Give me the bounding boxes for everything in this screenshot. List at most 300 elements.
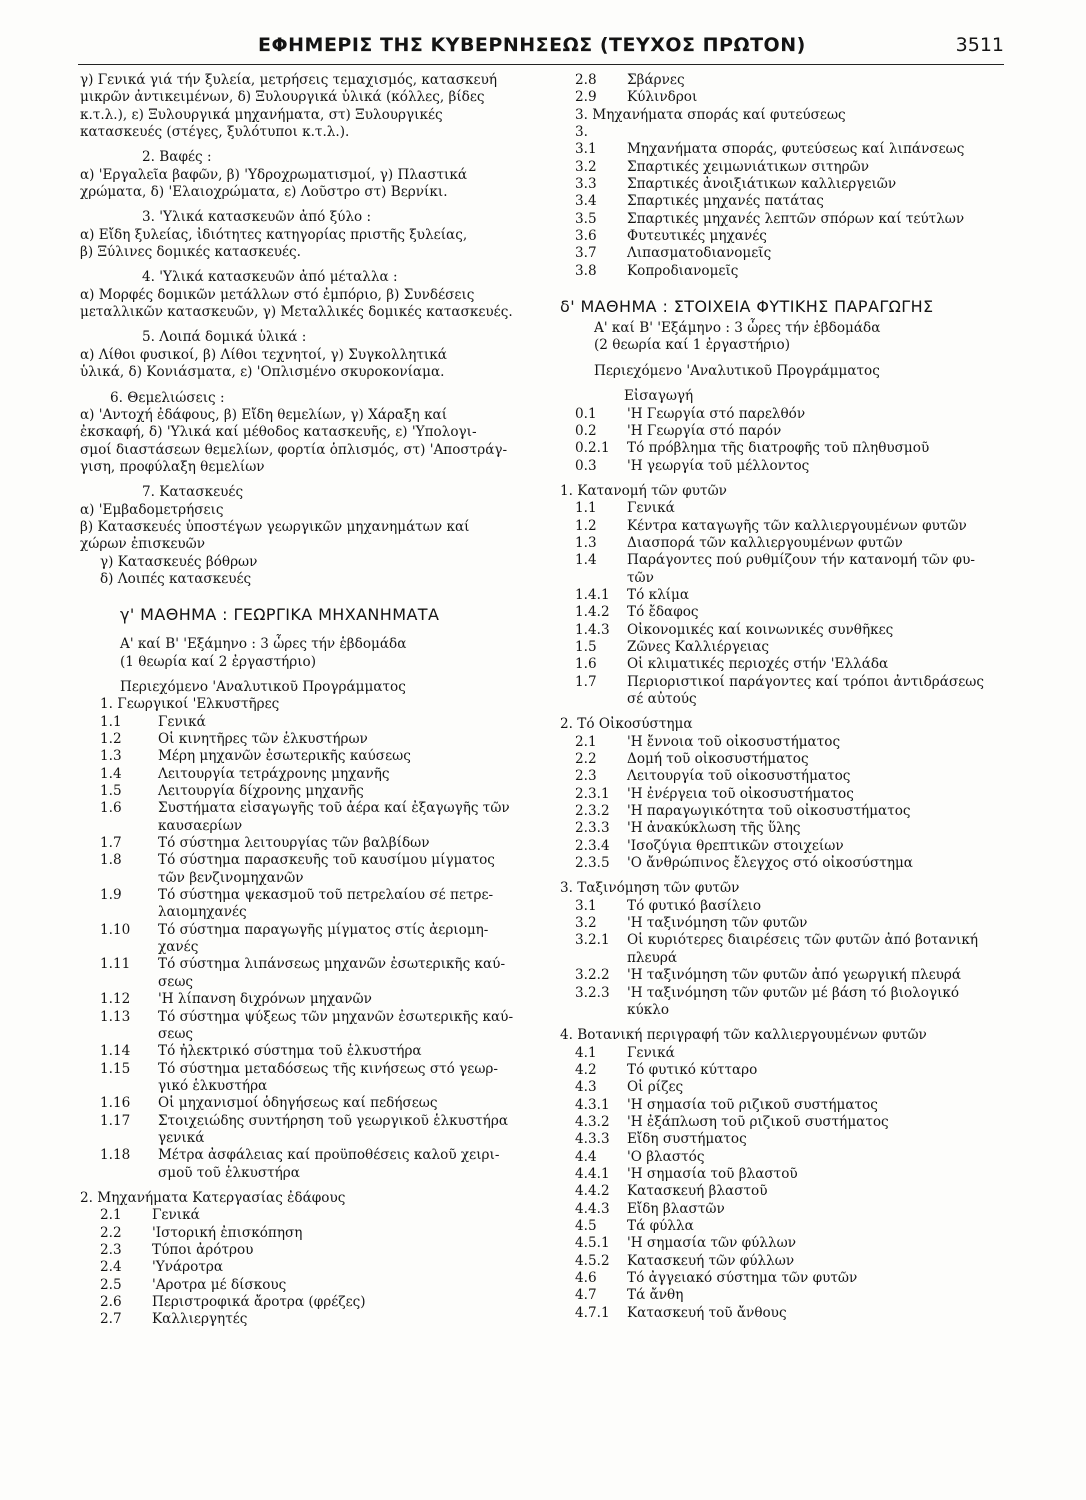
outline-item xyxy=(560,500,1015,517)
item-number: 1.4.3 xyxy=(575,621,610,638)
item-text: Τό φυτικό βασίλειο xyxy=(627,897,762,914)
item-number: 3.2 xyxy=(575,158,597,175)
outline-item xyxy=(80,1147,535,1164)
item-number xyxy=(100,1165,158,1182)
item-number: 2.6 xyxy=(100,1294,122,1310)
section-heading: γ' ΜΑΘΗΜΑ : ΓΕΩΡΓΙΚΑ ΜΗΧΑΝΗΜΑΤΑ xyxy=(120,605,440,625)
outline-item xyxy=(560,604,1015,621)
item-number: 1.9 xyxy=(100,887,122,904)
text-line: κατασκευές (στέγες, ξυλότυποι κ.τ.λ.). xyxy=(80,124,350,141)
item-text: Κατασκευή τῶν φύλλων xyxy=(627,1252,795,1269)
outline-item xyxy=(80,731,535,748)
outline-item xyxy=(560,915,1015,932)
item-text: σμοῦ τοῦ ἑλκυστήρα xyxy=(158,1164,300,1181)
outline-item xyxy=(560,622,1015,639)
item-text: 'Υνάροτρα xyxy=(152,1259,224,1276)
text-line: μικρῶν ἀντικειμένων, δ) Ξυλουργικά ὑλικά (κόλλες, βίδες xyxy=(80,89,485,106)
item-number: 4.5.2 xyxy=(575,1252,610,1269)
text-line: μεταλλικῶν κατασκευῶν, γ) Μεταλλικές δομικές κατασκευές. xyxy=(80,304,513,321)
text-line: σμοί διαστάσεων θεμελίων, φορτία ὁπλισμός, στ) 'Αποστράγ- xyxy=(80,441,508,458)
item-text: χανές xyxy=(158,939,199,956)
text-line: Περιεχόμενο 'Αναλυτικοῦ Προγράμματος xyxy=(120,678,406,695)
item-text: 'Ιστορική ἐπισκόπηση xyxy=(152,1224,303,1241)
text-line: α) Μορφές δομικῶν μετάλλων στό ἐμπόριο, β) Συνδέσεις xyxy=(80,286,475,303)
item-text: 'Ο βλαστός xyxy=(627,1148,705,1165)
item-text: σεως xyxy=(158,1025,194,1042)
right-column xyxy=(560,72,1015,1322)
item-text: Λιπασματοδιανομεῖς xyxy=(627,245,772,262)
outline-item xyxy=(560,820,1015,837)
outline-item xyxy=(560,535,1015,552)
item-number: 1.16 xyxy=(100,1095,131,1112)
item-number xyxy=(100,1078,158,1095)
item-text: καυσαερίων xyxy=(158,817,243,834)
outline-item xyxy=(560,587,1015,604)
outline-item xyxy=(80,1026,535,1043)
text-line: β) Ξύλινες δομικές κατασκευές. xyxy=(80,244,301,261)
item-text: Τό φυτικό κύτταρο xyxy=(627,1061,758,1078)
outline-item xyxy=(560,1114,1015,1131)
item-number: 4.1 xyxy=(575,1044,597,1061)
outline-item xyxy=(560,1149,1015,1166)
item-number: 1.4.2 xyxy=(575,604,610,621)
item-text: Δομή τοῦ οἰκοσυστήματος xyxy=(627,751,809,768)
outline-item xyxy=(80,1061,535,1078)
item-number: 1.7 xyxy=(100,835,122,852)
item-text: Λειτουργία τετράχρονης μηχανῆς xyxy=(158,765,390,782)
text-line: α) 'Αντοχή ἐδάφους, β) Εἴδη θεμελίων, γ) Χάραξη καί xyxy=(80,406,448,423)
item-text: Τό σύστημα λιπάνσεως μηχανῶν ἐσωτερικῆς καύ- xyxy=(158,956,506,973)
outline-item xyxy=(560,263,1015,280)
item-number: 2.3.1 xyxy=(575,785,610,802)
outline-item xyxy=(80,818,535,835)
outline-item xyxy=(560,1305,1015,1322)
spacer xyxy=(80,321,535,329)
outline-item xyxy=(80,1277,535,1294)
outline-item xyxy=(80,783,535,800)
spacer xyxy=(560,475,1015,483)
item-number: 1.17 xyxy=(100,1112,131,1129)
journal-title: ΕΦΗΜΕΡΙΣ ΤΗΣ ΚΥΒΕΡΝΗΣΕΩΣ (ΤΕΥΧΟΣ ΠΡΩΤΟΝ) xyxy=(258,34,806,56)
item-number: 3.2.3 xyxy=(575,984,610,1001)
outline-item xyxy=(80,714,535,731)
text-line: 7. Κατασκευές xyxy=(142,484,244,501)
outline-item xyxy=(560,1201,1015,1218)
outline-item xyxy=(80,1294,535,1311)
item-number: 1.4.1 xyxy=(575,586,610,603)
outline-item xyxy=(560,406,1015,423)
item-number: 3.2.1 xyxy=(575,932,610,949)
item-number: 2.2 xyxy=(575,751,597,768)
item-text: γικό ἑλκυστήρα xyxy=(158,1077,268,1094)
item-text: Τό σύστημα παρασκευῆς τοῦ καυσίμου μίγματος xyxy=(158,852,495,869)
item-number xyxy=(100,818,158,835)
outline-item xyxy=(80,887,535,904)
item-text: Γενικά xyxy=(627,500,675,517)
outline-item xyxy=(560,1270,1015,1287)
outline-item xyxy=(560,768,1015,785)
outline-item xyxy=(560,1079,1015,1096)
item-text: Τά ἄνθη xyxy=(627,1287,684,1304)
item-number: 2.3 xyxy=(575,768,597,785)
outline-item xyxy=(80,748,535,765)
item-number: 3.3 xyxy=(575,176,597,193)
outline-item xyxy=(560,552,1015,569)
item-number xyxy=(575,570,627,587)
outline-item xyxy=(560,141,1015,158)
item-number: 4.5.1 xyxy=(575,1235,610,1252)
item-number xyxy=(575,950,627,967)
outline-item xyxy=(560,1131,1015,1148)
item-text: κύκλο xyxy=(627,1001,670,1018)
spacer xyxy=(560,1019,1015,1027)
outline-item xyxy=(560,1002,1015,1019)
item-text: Οἱ ρίζες xyxy=(627,1079,684,1096)
item-text: Γενικά xyxy=(158,713,206,730)
outline-item xyxy=(80,870,535,887)
item-text: Μηχανήματα σποράς, φυτεύσεως καί λιπάνσεως xyxy=(627,141,965,158)
item-text: 'Η ἐνέργεια τοῦ οἰκοσυστήματος xyxy=(627,785,854,802)
item-text: Τό σύστημα ψεκασμοῦ τοῦ πετρελαίου σέ πετρε- xyxy=(158,887,494,904)
item-text: 'Η ἐξάπλωση τοῦ ριζικοῦ συστήματος xyxy=(627,1113,889,1130)
spacer xyxy=(80,201,535,209)
item-text: 'Η λίπανση διχρόνων μηχανῶν xyxy=(158,991,372,1008)
spacer xyxy=(80,1182,535,1190)
item-number: 2.4 xyxy=(100,1259,122,1276)
outline-item xyxy=(560,838,1015,855)
item-text: Κύλινδροι xyxy=(627,89,698,106)
item-number: 2.3.4 xyxy=(575,837,610,854)
item-text: 'Η ἀνακύκλωση τῆς ὕλης xyxy=(627,820,801,837)
item-number: 1.2 xyxy=(575,517,597,534)
outline-item xyxy=(560,1253,1015,1270)
text-line: α) 'Εργαλεῖα βαφῶν, β) 'Υδροχρωματισμοί, γ) Πλαστικά xyxy=(80,166,468,183)
outline-item xyxy=(560,967,1015,984)
item-text: Ζῶνες Καλλιέργειας xyxy=(627,638,769,655)
item-text: Οἱ μηχανισμοί ὁδηγήσεως καί πεδήσεως xyxy=(158,1095,438,1112)
text-line: 2. Μηχανήματα Κατεργασίας ἐδάφους xyxy=(80,1189,346,1206)
item-number xyxy=(100,904,158,921)
spacer xyxy=(80,671,535,679)
item-number: 4.3.1 xyxy=(575,1096,610,1113)
item-number: 1.7 xyxy=(575,673,597,690)
spacer xyxy=(560,380,1015,388)
outline-item xyxy=(560,89,1015,106)
item-text: 'Η ταξινόμηση τῶν φυτῶν xyxy=(627,915,808,932)
text-line: α) Εἴδη ξυλείας, ἰδιότητες κατηγορίας πριστῆς ξυλείας, xyxy=(80,226,468,243)
item-number: 0.3 xyxy=(575,457,597,474)
text-line: 6. Θεμελιώσεις : xyxy=(110,389,225,406)
item-text: Οἱ κυριότερες διαιρέσεις τῶν φυτῶν ἀπό βοτανική xyxy=(627,932,978,949)
item-number: 0.1 xyxy=(575,405,597,422)
text-line: Περιεχόμενο 'Αναλυτικοῦ Προγράμματος xyxy=(594,362,880,379)
item-text: Κατασκευή τοῦ ἄνθους xyxy=(627,1304,787,1321)
section-heading: δ' ΜΑΘΗΜΑ : ΣΤΟΙΧΕΙΑ ΦΥΤΙΚΗΣ ΠΑΡΑΓΩΓΗΣ xyxy=(560,297,934,317)
outline-item xyxy=(560,985,1015,1002)
outline-item xyxy=(80,1242,535,1259)
item-number: 2.1 xyxy=(575,733,597,750)
item-number: 2.9 xyxy=(575,89,597,106)
text-line: κ.τ.λ.), ε) Ξυλουργικά μηχανήματα, στ) Ξυλουργικές xyxy=(80,106,443,123)
item-number: 1.6 xyxy=(100,800,122,817)
outline-item xyxy=(560,674,1015,691)
item-number: 4.4.3 xyxy=(575,1200,610,1217)
item-text: 'Η σημασία τοῦ βλαστοῦ xyxy=(627,1165,798,1182)
item-number: 4.5 xyxy=(575,1217,597,1234)
text-line: 3. xyxy=(575,124,588,141)
item-number: 1.1 xyxy=(100,713,122,730)
item-text: Σπαρτικές ἀνοιξιάτικων καλλιεργειῶν xyxy=(627,176,897,193)
spacer xyxy=(560,872,1015,880)
item-number: 4.2 xyxy=(575,1061,597,1078)
item-number: 3.8 xyxy=(575,262,597,279)
item-number: 2.8 xyxy=(575,72,597,88)
item-number: 1.15 xyxy=(100,1060,131,1077)
item-number: 1.11 xyxy=(100,956,131,973)
item-number: 0.2.1 xyxy=(575,440,610,457)
item-text: Κοπροδιανομεῖς xyxy=(627,262,739,279)
outline-item xyxy=(560,786,1015,803)
text-line: Α' καί Β' 'Εξάμηνο : 3 ὧρες τήν ἑβδομάδα xyxy=(594,320,881,337)
item-text: σέ αὐτούς xyxy=(627,691,697,707)
item-text: Γενικά xyxy=(152,1207,200,1224)
item-number: 1.3 xyxy=(100,748,122,765)
item-number: 1.6 xyxy=(575,656,597,673)
spacer xyxy=(80,476,535,484)
item-number: 3.2.2 xyxy=(575,967,610,984)
item-number: 4.7.1 xyxy=(575,1304,610,1321)
item-text: Τό πρόβλημα τῆς διατροφῆς τοῦ πληθυσμοῦ xyxy=(627,440,930,457)
spacer xyxy=(80,141,535,149)
item-text: σεως xyxy=(158,973,194,990)
outline-item xyxy=(560,1183,1015,1200)
item-text: πλευρά xyxy=(627,949,678,966)
item-text: Τό ἔδαφος xyxy=(627,604,699,621)
item-text: 'Η Γεωργία στό παρόν xyxy=(627,422,782,439)
item-text: 'Αροτρα μέ δίσκους xyxy=(152,1276,287,1293)
outline-item xyxy=(560,211,1015,228)
item-number: 4.3 xyxy=(575,1079,597,1096)
item-number: 4.4 xyxy=(575,1148,597,1165)
outline-item xyxy=(560,193,1015,210)
outline-item xyxy=(80,1225,535,1242)
outline-item xyxy=(80,1165,535,1182)
outline-item xyxy=(80,852,535,869)
outline-item xyxy=(560,751,1015,768)
outline-item xyxy=(560,803,1015,820)
item-number: 1.4 xyxy=(100,765,122,782)
item-number xyxy=(575,1002,627,1019)
item-text: Οἱ κλιματικές περιοχές στήν 'Ελλάδα xyxy=(627,656,889,673)
text-line: α) 'Εμβαδομετρήσεις xyxy=(80,501,224,518)
text-line: α) Λίθοι φυσικοί, β) Λίθοι τεχνητοί, γ) Συγκολλητικά xyxy=(80,346,447,363)
item-number: 1.13 xyxy=(100,1008,131,1025)
item-text: τῶν xyxy=(627,569,654,586)
item-number: 1.8 xyxy=(100,852,122,869)
text-line: 4. Βοτανική περιγραφή τῶν καλλιεργουμένων φυτῶν xyxy=(560,1027,927,1044)
text-line: 1. Κατανομή τῶν φυτῶν xyxy=(560,482,727,499)
outline-item xyxy=(560,1287,1015,1304)
item-number: 2.3.5 xyxy=(575,855,610,872)
text-line: (2 θεωρία καί 1 ἐργαστήριο) xyxy=(594,337,791,354)
item-text: 'Η σημασία τοῦ ριζικοῦ συστήματος xyxy=(627,1096,878,1113)
item-number: 1.14 xyxy=(100,1043,131,1060)
item-number: 2.7 xyxy=(100,1311,122,1328)
outline-item xyxy=(560,1045,1015,1062)
outline-item xyxy=(560,639,1015,656)
item-number: 2.5 xyxy=(100,1276,122,1293)
item-text: Σβάρνες xyxy=(627,72,685,88)
outline-item xyxy=(560,691,1015,708)
item-text: Τό κλίμα xyxy=(627,586,690,603)
text-line: χρώματα, δ) 'Ελαιοχρώματα, ε) Λοῦστρο στ) Βερνίκι. xyxy=(80,184,448,201)
item-number xyxy=(100,1026,158,1043)
text-line: 2. Βαφές : xyxy=(142,149,212,166)
item-text: Παράγοντες πού ρυθμίζουν τήν κατανομή τῶν φυ- xyxy=(627,552,975,569)
text-line: γιση, προφύλαξη θεμελίων xyxy=(80,458,265,475)
text-line: γ) Γενικά γιά τήν ξυλεία, μετρήσεις τεμαχισμός, κατασκευή xyxy=(80,72,497,88)
item-text: Μέτρα ἀσφάλειας καί προϋποθέσεις καλοῦ χειρι- xyxy=(158,1147,500,1164)
spacer xyxy=(80,382,535,390)
outline-item xyxy=(80,800,535,817)
outline-item xyxy=(560,570,1015,587)
item-text: Λειτουργία δίχρονης μηχανῆς xyxy=(158,783,364,800)
outline-item xyxy=(80,835,535,852)
item-text: 'Η ἔννοια τοῦ οἰκοσυστήματος xyxy=(627,733,841,750)
item-number xyxy=(100,939,158,956)
outline-item xyxy=(80,1113,535,1130)
item-text: Σπαρτικές μηχανές πατάτας xyxy=(627,193,824,210)
text-line: β) Κατασκευές ὑποστέγων γεωργικῶν μηχανημάτων καί xyxy=(80,518,470,535)
text-line: Εἰσαγωγή xyxy=(624,388,694,405)
item-text: Σπαρτικές μηχανές λεπτῶν σπόρων καί τεύτλων xyxy=(627,210,965,227)
page-header xyxy=(78,34,1004,65)
item-text: Μέρη μηχανῶν ἐσωτερικῆς καύσεως xyxy=(158,748,411,765)
outline-item xyxy=(560,1235,1015,1252)
left-column xyxy=(80,72,535,1329)
outline-item xyxy=(560,898,1015,915)
spacer xyxy=(80,261,535,269)
item-number: 3.1 xyxy=(575,897,597,914)
item-text: 'Η ταξινόμηση τῶν φυτῶν ἀπό γεωργική πλευρά xyxy=(627,967,962,984)
spacer xyxy=(560,355,1015,363)
outline-item xyxy=(560,440,1015,457)
outline-item xyxy=(560,1062,1015,1079)
outline-item xyxy=(560,855,1015,872)
item-text: Γενικά xyxy=(627,1044,675,1061)
item-number: 3.2 xyxy=(575,915,597,932)
item-number: 1.1 xyxy=(575,500,597,517)
outline-item xyxy=(560,72,1015,89)
item-text: Διασπορά τῶν καλλιεργουμένων φυτῶν xyxy=(627,534,903,551)
item-text: Σπαρτικές χειμωνιάτικων σιτηρῶν xyxy=(627,158,869,175)
item-text: Τό σύστημα μεταδόσεως τῆς κινήσεως στό γεωρ- xyxy=(158,1060,498,1077)
item-text: Τό σύστημα ψύξεως τῶν μηχανῶν ἐσωτερικῆς καύ- xyxy=(158,1008,514,1025)
item-number: 3.4 xyxy=(575,193,597,210)
item-text: Λειτουργία τοῦ οἰκοσυστήματος xyxy=(627,768,851,785)
item-text: Τύποι ἀρότρου xyxy=(152,1241,254,1258)
item-number: 2.3.2 xyxy=(575,803,610,820)
spacer xyxy=(560,708,1015,716)
item-text: 'Η παραγωγικότητα τοῦ οἰκοσυστήματος xyxy=(627,803,911,820)
item-text: 'Ισοζύγια θρεπτικῶν στοιχείων xyxy=(627,837,844,854)
item-number: 4.3.3 xyxy=(575,1131,610,1148)
item-number: 2.3 xyxy=(100,1241,122,1258)
item-text: Οἰκονομικές καί κοινωνικές συνθῆκες xyxy=(627,621,894,638)
outline-item xyxy=(80,956,535,973)
item-text: 'Η γεωργία τοῦ μέλλοντος xyxy=(627,457,810,474)
item-number: 3.1 xyxy=(575,141,597,158)
item-text: λαιομηχανές xyxy=(158,904,247,921)
item-number: 2.3.3 xyxy=(575,820,610,837)
outline-item xyxy=(80,1009,535,1026)
item-text: 'Η σημασία τῶν φύλλων xyxy=(627,1235,797,1252)
item-text: Τά φύλλα xyxy=(627,1217,694,1234)
outline-item xyxy=(80,1311,535,1328)
item-text: Τό ἠλεκτρικό σύστημα τοῦ ἑλκυστήρα xyxy=(158,1043,422,1060)
outline-item xyxy=(560,1166,1015,1183)
item-text: Εἴδη συστήματος xyxy=(627,1131,747,1148)
text-line: 4. 'Υλικά κατασκευῶν ἀπό μέταλλα : xyxy=(142,269,398,286)
text-line: 3. Μηχανήματα σποράς καί φυτεύσεως xyxy=(575,106,846,123)
outline-item xyxy=(80,991,535,1008)
outline-item xyxy=(80,1207,535,1224)
text-line: 1. Γεωργικοί 'Ελκυστῆρες xyxy=(100,696,280,713)
item-text: Κέντρα καταγωγῆς τῶν καλλιεργουμένων φυτῶν xyxy=(627,517,967,534)
item-number: 2.2 xyxy=(100,1224,122,1241)
text-line: ἐκσκαφή, δ) 'Υλικά καί μέθοδος κατασκευῆς, ε) 'Υπολογι- xyxy=(80,424,477,441)
outline-item xyxy=(560,734,1015,751)
text-line: 2. Τό Οἰκοσύστημα xyxy=(560,716,693,733)
item-number: 1.4 xyxy=(575,552,597,569)
text-line: Α' καί Β' 'Εξάμηνο : 3 ὧρες τήν ἑβδομάδα xyxy=(120,636,407,653)
text-line: ὑλικά, δ) Κονιάσματα, ε) 'Οπλισμένο σκυροκονίαμα. xyxy=(80,364,445,381)
text-line: δ) Λοιπές κατασκευές xyxy=(100,570,252,587)
item-text: τῶν βενζινομηχανῶν xyxy=(158,869,304,886)
item-number: 1.10 xyxy=(100,921,131,938)
item-number: 4.6 xyxy=(575,1270,597,1286)
item-number xyxy=(100,1130,158,1147)
item-text: Φυτευτικές μηχανές xyxy=(627,228,767,245)
item-number: 1.18 xyxy=(100,1147,131,1164)
outline-item xyxy=(560,1218,1015,1235)
item-text: Κατασκευή βλαστοῦ xyxy=(627,1183,768,1200)
text-line: 3. Ταξινόμηση τῶν φυτῶν xyxy=(560,880,740,897)
item-number: 1.5 xyxy=(100,783,122,800)
item-number: 0.2 xyxy=(575,422,597,439)
text-line: γ) Κατασκευές βόθρων xyxy=(100,553,258,570)
item-text: Περιοριστικοί παράγοντες καί τρόποι ἀντιδράσεως xyxy=(627,673,985,690)
item-text: 'Η ταξινόμηση τῶν φυτῶν μέ βάση τό βιολογικό xyxy=(627,984,960,1001)
item-text: 'Ο ἄνθρώπινος ἔλεγχος στό οἰκοσύστημα xyxy=(627,855,913,872)
item-number: 1.5 xyxy=(575,638,597,655)
outline-item xyxy=(80,1043,535,1060)
outline-item xyxy=(560,423,1015,440)
outline-item xyxy=(560,228,1015,245)
item-number xyxy=(575,691,627,708)
spacer xyxy=(80,588,535,596)
text-line: χώρων ἐπισκευῶν xyxy=(80,536,205,553)
item-text: Περιστροφικά ἄροτρα (φρέζες) xyxy=(152,1294,366,1310)
outline-item xyxy=(560,656,1015,673)
item-text: Τό σύστημα παραγωγῆς μίγματος στίς ἀεριομη- xyxy=(158,921,489,938)
outline-item xyxy=(80,1078,535,1095)
item-number: 1.12 xyxy=(100,991,131,1008)
item-number: 3.6 xyxy=(575,228,597,245)
item-number: 4.4.2 xyxy=(575,1183,610,1200)
item-number: 3.7 xyxy=(575,245,597,262)
item-text: Εἴδη βλαστῶν xyxy=(627,1200,725,1217)
